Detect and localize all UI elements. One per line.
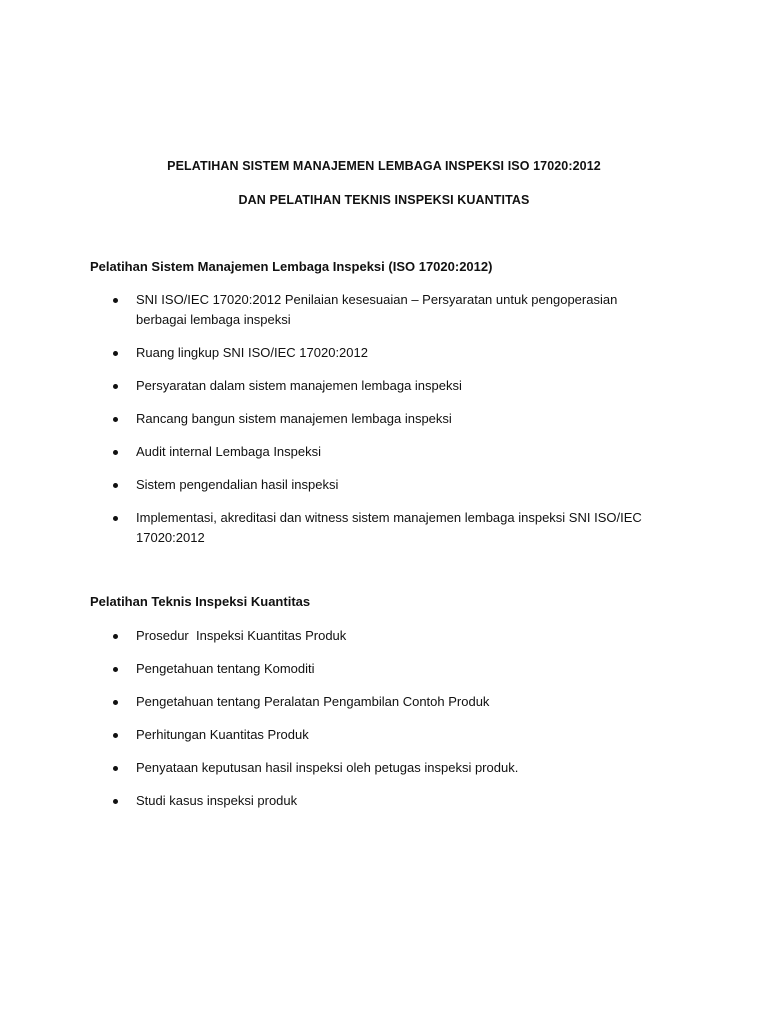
list-item (0, 791, 768, 811)
list-item-text: Pengetahuan tentang Komoditi (136, 661, 315, 676)
list-item (0, 442, 768, 462)
list-item (0, 758, 768, 778)
bullet-icon (113, 700, 118, 705)
bullet-icon (113, 667, 118, 672)
bullet-icon (113, 766, 118, 771)
bullet-icon (113, 298, 118, 303)
list-item-text: Sistem pengendalian hasil inspeksi (136, 477, 339, 492)
bullet-list-quantity-inspection (0, 626, 768, 824)
list-item (0, 376, 768, 396)
bullet-list-management-system (0, 290, 768, 561)
list-item (0, 343, 768, 363)
bullet-icon (113, 634, 118, 639)
list-item-text: SNI ISO/IEC 17020:2012 Penilaian kesesuaian – Persyaratan untuk pengoperasian berbagai lembaga inspeksi (136, 292, 618, 327)
list-item-text: Persyaratan dalam sistem manajemen lembaga inspeksi (136, 378, 462, 393)
section-heading-quantity-inspection: Pelatihan Teknis Inspeksi Kuantitas (90, 594, 311, 609)
bullet-icon (113, 516, 118, 521)
list-item (0, 475, 768, 495)
bullet-icon (113, 450, 118, 455)
document-title-line-1: PELATIHAN SISTEM MANAJEMEN LEMBAGA INSPEKSI ISO 17020:2012 (167, 159, 601, 173)
list-item (0, 290, 768, 330)
section-heading-management-system: Pelatihan Sistem Manajemen Lembaga Inspeksi (ISO 17020:2012) (90, 259, 493, 274)
bullet-icon (113, 483, 118, 488)
list-item (0, 659, 768, 679)
bullet-icon (113, 799, 118, 804)
list-item-text: Penyataan keputusan hasil inspeksi oleh petugas inspeksi produk. (136, 760, 519, 775)
list-item-text: Prosedur Inspeksi Kuantitas Produk (136, 628, 347, 643)
list-item-text: Implementasi, akreditasi dan witness sistem manajemen lembaga inspeksi SNI ISO/IEC 17020:2012 (136, 510, 642, 545)
list-item (0, 508, 768, 548)
list-item-text: Audit internal Lembaga Inspeksi (136, 444, 322, 459)
list-item (0, 692, 768, 712)
bullet-icon (113, 384, 118, 389)
bullet-icon (113, 733, 118, 738)
list-item-text: Pengetahuan tentang Peralatan Pengambilan Contoh Produk (136, 694, 490, 709)
list-item (0, 626, 768, 646)
list-item (0, 725, 768, 745)
document-title-line-2: DAN PELATIHAN TEKNIS INSPEKSI KUANTITAS (238, 193, 530, 207)
list-item-text: Rancang bangun sistem manajemen lembaga inspeksi (136, 411, 452, 426)
list-item-text: Studi kasus inspeksi produk (136, 793, 298, 808)
list-item-text: Perhitungan Kuantitas Produk (136, 727, 309, 742)
bullet-icon (113, 417, 118, 422)
list-item-text: Ruang lingkup SNI ISO/IEC 17020:2012 (136, 345, 368, 360)
bullet-icon (113, 351, 118, 356)
list-item (0, 409, 768, 429)
